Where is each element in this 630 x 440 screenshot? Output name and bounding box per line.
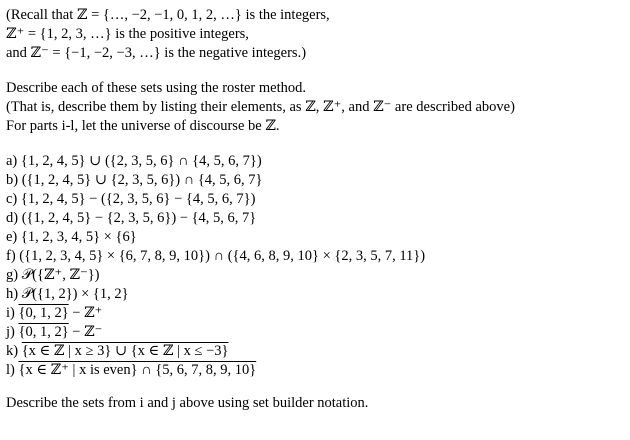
problem-label: a) — [6, 153, 18, 169]
problem-label: e) — [6, 229, 18, 245]
problem-l — [6, 361, 624, 380]
problem-label: c) — [6, 191, 18, 207]
problem-label: l) — [6, 362, 15, 378]
intro-line-3: and ℤ⁻ = {−1, −2, −3, …} is the negative integers.) — [6, 45, 307, 61]
complement-expression: {x ∈ ℤ | x ≥ 3} ∪ {x ∈ ℤ | x ≤ −3} — [21, 343, 229, 359]
problem-expression: ({1, 2, 4, 5} − {2, 3, 5, 6}) − {4, 5, 6, 7} — [21, 210, 257, 226]
problem-b — [6, 171, 624, 190]
problem-expression-rest: − ℤ⁺ — [68, 305, 103, 321]
complement-expression: {x ∈ ℤ⁺ | x is even} ∩ {5, 6, 7, 8, 9, 10} — [18, 362, 257, 378]
problem-label: g) — [6, 267, 19, 283]
problem-document — [6, 6, 624, 413]
intro-line-2: ℤ⁺ = {1, 2, 3, …} is the positive integers, — [6, 26, 249, 42]
problem-expression: ({1, 2, 4, 5} ∪ {2, 3, 5, 6}) ∩ {4, 5, 6, 7} — [21, 172, 263, 188]
problem-expression: {1, 2, 4, 5} ∪ ({2, 3, 5, 6} ∩ {4, 5, 6, 7}) — [20, 153, 262, 169]
problem-f — [6, 247, 624, 266]
problem-i — [6, 304, 624, 323]
problem-label: d) — [6, 210, 19, 226]
instruction-line-1: Describe each of these sets using the roster method. — [6, 80, 306, 96]
problem-expression: 𝒫({ℤ⁺, ℤ⁻}) — [21, 267, 100, 283]
problem-label: i) — [6, 305, 15, 321]
problem-a — [6, 152, 624, 171]
complement-expression: {0, 1, 2} — [18, 324, 69, 340]
problem-d — [6, 209, 624, 228]
closing-instruction: Describe the sets from i and j above using set builder notation. — [6, 395, 369, 411]
problem-j — [6, 323, 624, 342]
problem-label: k) — [6, 343, 19, 359]
problem-c — [6, 190, 624, 209]
problem-expression-rest: − ℤ⁻ — [68, 324, 103, 340]
problem-k — [6, 342, 624, 361]
problem-expression: {1, 2, 3, 4, 5} × {6} — [20, 229, 137, 245]
problem-expression: 𝒫({1, 2}) × {1, 2} — [21, 286, 129, 302]
problem-label: f) — [6, 248, 16, 264]
instruction-line-3: For parts i-l, let the universe of discourse be ℤ. — [6, 118, 280, 134]
problem-label: b) — [6, 172, 19, 188]
problem-e — [6, 228, 624, 247]
problem-expression: {1, 2, 4, 5} − ({2, 3, 5, 6} − {4, 5, 6, 7}) — [20, 191, 256, 207]
problem-h — [6, 285, 624, 304]
intro-line-1: (Recall that ℤ = {…, −2, −1, 0, 1, 2, …} is the integers, — [6, 7, 330, 23]
problem-label: j) — [6, 324, 15, 340]
instruction-line-2: (That is, describe them by listing their elements, as ℤ, ℤ⁺, and ℤ⁻ are described above) — [6, 99, 515, 115]
problem-expression: ({1, 2, 3, 4, 5} × {6, 7, 8, 9, 10}) ∩ ({4, 6, 8, 9, 10} × {2, 3, 5, 7, 11}) — [19, 248, 426, 264]
complement-expression: {0, 1, 2} — [18, 305, 69, 321]
problem-g — [6, 266, 624, 285]
problem-label: h) — [6, 286, 19, 302]
